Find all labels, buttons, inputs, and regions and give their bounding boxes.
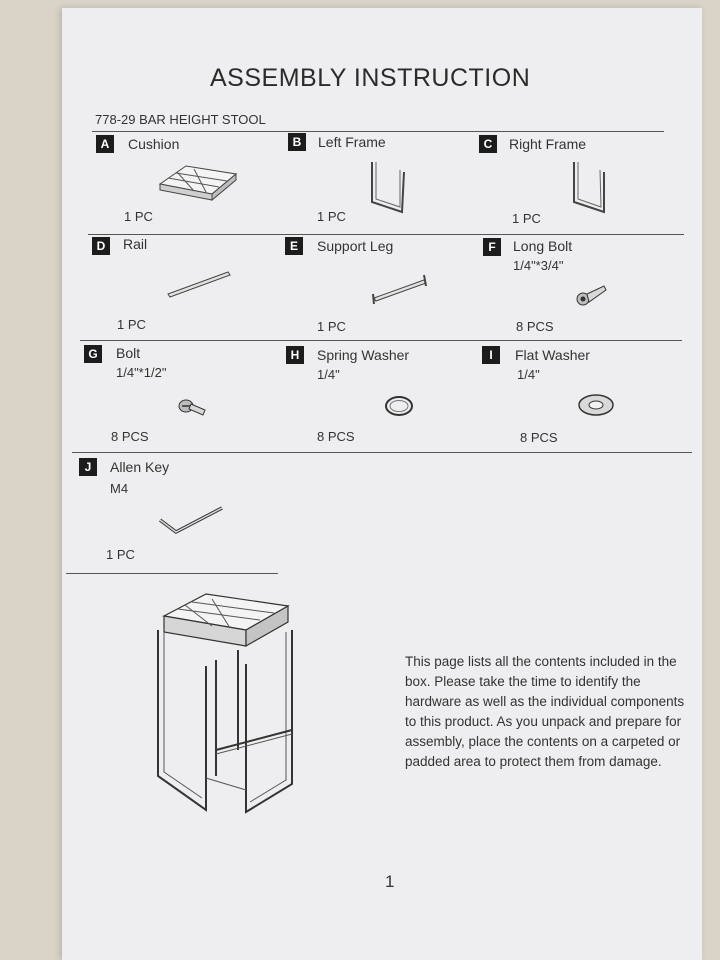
part-quantity: 8 PCS: [111, 429, 149, 444]
part-quantity: 1 PC: [512, 211, 541, 226]
product-model: 778-29 BAR HEIGHT STOOL: [95, 112, 266, 127]
part-spec: 1/4": [317, 367, 340, 382]
part-spec: 1/4": [517, 367, 540, 382]
part-name: Cushion: [128, 136, 180, 152]
cushion-icon: [156, 162, 240, 204]
part-name: Long Bolt: [513, 238, 573, 254]
contents-note: This page lists all the contents included in the box. Please take the time to identify the hardware as well as the individual components to this product. As you unpack and prepare for assembly, place the contents on a carpeted or padded area to protect them from damage.: [405, 654, 685, 769]
flat-washer-icon: [576, 392, 616, 418]
part-letter-badge: E: [285, 237, 303, 255]
divider-line: [80, 340, 682, 341]
part-name: Allen Key: [110, 459, 170, 475]
part-quantity: 1 PC: [317, 209, 346, 224]
divider-line: [92, 131, 664, 132]
divider-line: [88, 234, 684, 235]
part-letter-badge: F: [483, 238, 501, 256]
part-letter-badge: I: [482, 346, 500, 364]
allen-key-icon: [156, 502, 228, 538]
part-name: Bolt: [116, 345, 141, 361]
frame-icon: [364, 158, 412, 216]
part-quantity: 1 PC: [317, 319, 346, 334]
part-name: Left Frame: [318, 134, 386, 150]
part-name: Flat Washer: [515, 347, 590, 363]
part-spec: 1/4"*1/2": [116, 365, 167, 380]
part-letter-badge: G: [84, 345, 102, 363]
part-name: Rail: [123, 236, 148, 252]
rail-icon: [164, 266, 234, 302]
part-quantity: 8 PCS: [317, 429, 355, 444]
part-name: Support Leg: [317, 238, 394, 254]
part-name: Right Frame: [509, 136, 587, 152]
bolt-icon: [574, 282, 608, 308]
part-quantity: 1 PC: [124, 209, 153, 224]
divider-line: [66, 573, 278, 574]
part-letter-badge: A: [96, 135, 114, 153]
part-quantity: 1 PC: [106, 547, 135, 562]
page-number: 1: [385, 872, 395, 891]
assembled-stool-icon: [150, 590, 300, 822]
spring-washer-icon: [383, 394, 415, 418]
part-letter-badge: J: [79, 458, 97, 476]
part-name: Spring Washer: [317, 347, 410, 363]
part-spec: M4: [110, 481, 129, 496]
support-leg-icon: [368, 272, 432, 308]
part-letter-badge: D: [92, 237, 110, 255]
part-letter-badge: C: [479, 135, 497, 153]
part-letter-badge: H: [286, 346, 304, 364]
part-quantity: 1 PC: [117, 317, 146, 332]
frame-icon: [564, 158, 612, 216]
part-spec: 1/4"*3/4": [513, 258, 564, 273]
divider-line: [72, 452, 692, 453]
bolt-icon: [176, 396, 210, 422]
part-quantity: 8 PCS: [520, 430, 558, 445]
part-letter-badge: B: [288, 133, 306, 151]
part-quantity: 8 PCS: [516, 319, 554, 334]
page-title: ASSEMBLY INSTRUCTION: [210, 64, 531, 92]
